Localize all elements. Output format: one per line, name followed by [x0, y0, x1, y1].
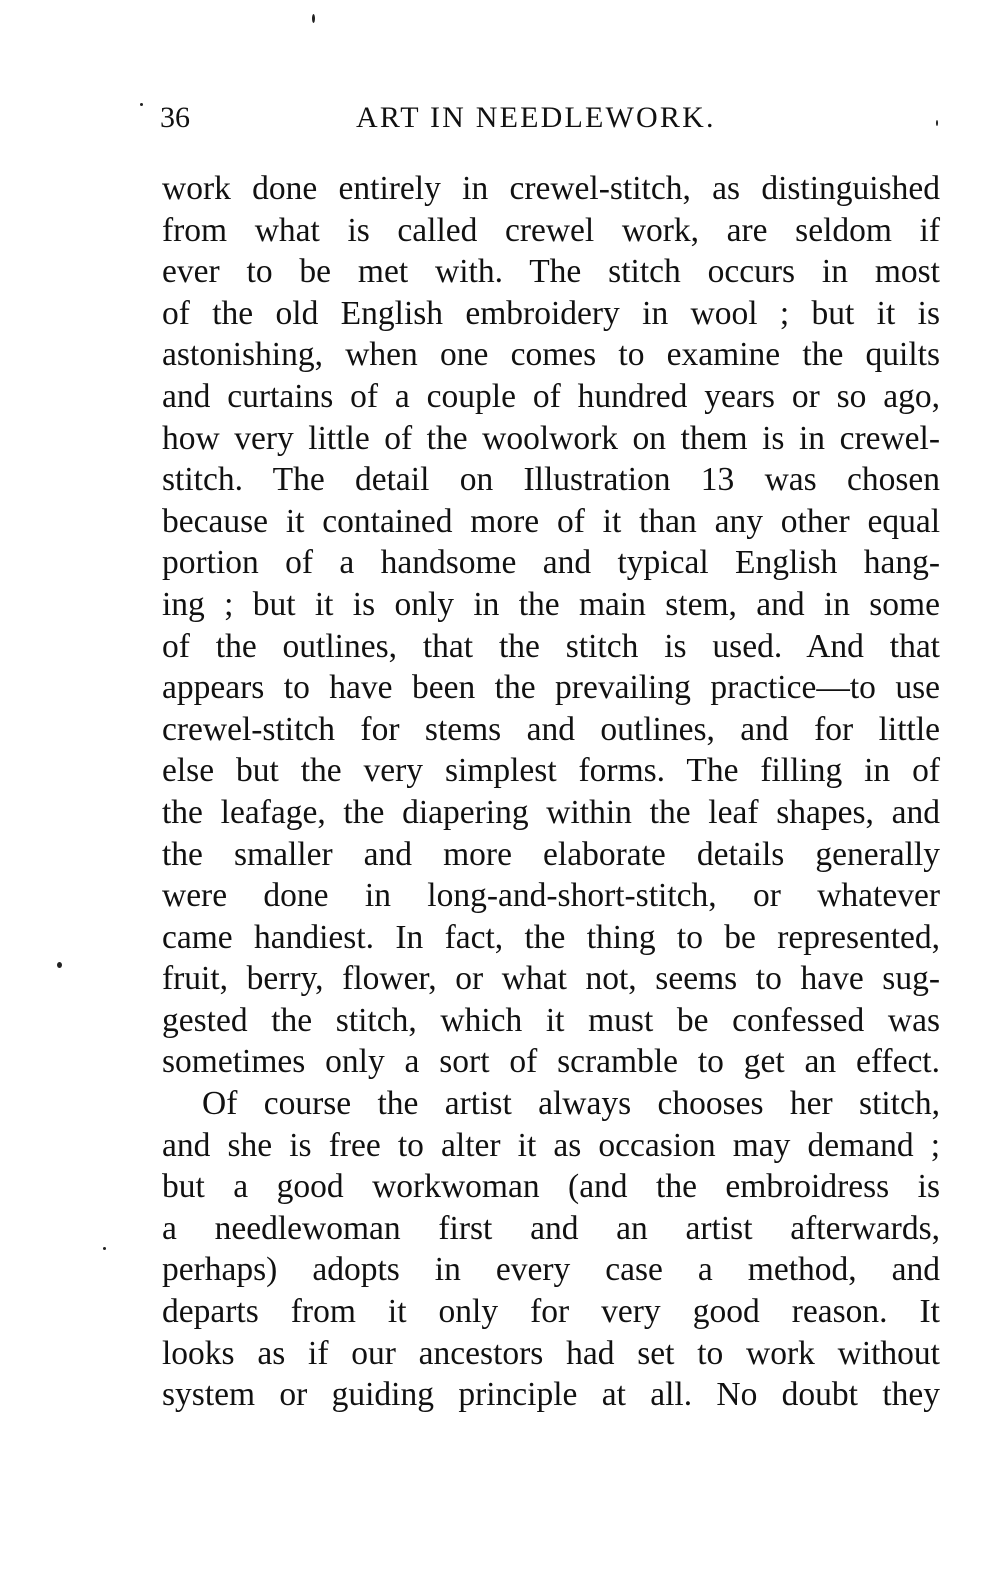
- text-line: astonishing, when one comes to examine the quilts: [162, 336, 940, 374]
- text-line: stitch. The detail on Illustration 13 was chosen: [162, 461, 940, 499]
- running-title: ART IN NEEDLEWORK.: [356, 101, 716, 134]
- text-line: from what is called crewel work, are seldom if: [162, 211, 940, 249]
- text-line: else but the very simplest forms. The filling in of: [162, 752, 940, 790]
- print-speck: [103, 1247, 106, 1250]
- text-line: portion of a handsome and typical English hang-: [162, 544, 940, 582]
- text-line: crewel-stitch for stems and outlines, and for little: [162, 710, 940, 748]
- text-line: Of course the artist always chooses her stitch,: [202, 1085, 940, 1123]
- text-line: came handiest. In fact, the thing to be represented,: [162, 918, 940, 956]
- paragraph: [162, 1083, 940, 1416]
- text-line: because it contained more of it than any other equal: [162, 502, 940, 540]
- text-line: the smaller and more elaborate details generally: [162, 835, 940, 873]
- text-line: but a good workwoman (and the embroidress is: [162, 1168, 940, 1206]
- body-text: [162, 168, 940, 1416]
- text-line: how very little of the woolwork on them is in crewel-: [162, 419, 940, 457]
- text-line: looks as if our ancestors had set to work without: [162, 1334, 940, 1372]
- text-line: gested the stitch, which it must be confessed was: [162, 1001, 940, 1039]
- text-line: sometimes only a sort of scramble to get an effect.: [162, 1043, 940, 1081]
- print-speck: [140, 103, 143, 106]
- text-line: departs from it only for very good reason. It: [162, 1293, 940, 1331]
- print-speck: [57, 962, 62, 968]
- text-line: and curtains of a couple of hundred years or so ago,: [162, 377, 940, 415]
- page-number: 36: [160, 101, 190, 134]
- text-line: a needlewoman first and an artist afterwards,: [162, 1209, 940, 1247]
- paragraph: [162, 168, 940, 1083]
- text-line: appears to have been the prevailing practice—to use: [162, 669, 940, 707]
- text-line: system or guiding principle at all. No doubt they: [162, 1376, 940, 1414]
- print-speck: [312, 14, 315, 23]
- text-line: work done entirely in crewel-stitch, as distinguished: [162, 170, 940, 207]
- text-line: of the old English embroidery in wool ; but it is: [162, 294, 940, 332]
- text-line: the leafage, the diapering within the leaf shapes, and: [162, 793, 940, 831]
- running-head: [160, 98, 940, 138]
- text-line: perhaps) adopts in every case a method, and: [162, 1251, 940, 1289]
- text-line: and she is free to alter it as occasion may demand ;: [162, 1126, 940, 1164]
- text-line: ing ; but it is only in the main stem, and in some: [162, 585, 940, 623]
- text-line: fruit, berry, flower, or what not, seems to have sug-: [162, 960, 940, 998]
- text-line: of the outlines, that the stitch is used. And that: [162, 627, 940, 665]
- text-line: ever to be met with. The stitch occurs in most: [162, 253, 940, 291]
- text-line: were done in long-and-short-stitch, or whatever: [162, 877, 940, 915]
